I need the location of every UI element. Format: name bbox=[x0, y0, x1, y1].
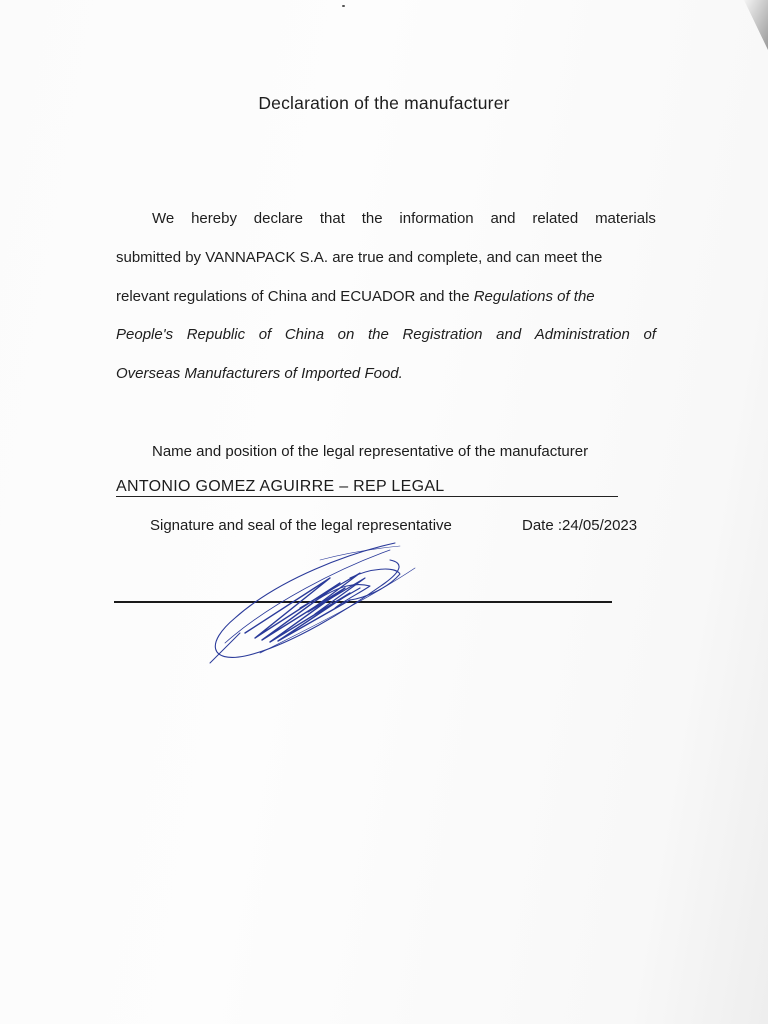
declaration-line-3-plain: relevant regulations of China and ECUADOR and the bbox=[116, 288, 470, 305]
word: the bbox=[367, 326, 389, 343]
word: Republic bbox=[186, 326, 246, 343]
declaration-line-5: Overseas Manufacturers of Imported Food. bbox=[116, 365, 403, 382]
word: People's bbox=[116, 326, 174, 343]
declaration-line-2: submitted by VANNAPACK S.A. are true and complete, and can meet the bbox=[116, 249, 603, 266]
word: Administration bbox=[534, 326, 630, 343]
date-line bbox=[522, 517, 637, 534]
word: the bbox=[361, 210, 383, 227]
word: declare bbox=[253, 210, 303, 227]
word: hereby bbox=[191, 210, 237, 227]
scan-speck bbox=[342, 5, 345, 7]
word: of bbox=[258, 326, 272, 343]
word: and bbox=[496, 326, 522, 343]
representative-label: Name and position of the legal representative of the manufacturer bbox=[152, 443, 589, 460]
regulations-title-start: Regulations of the bbox=[473, 288, 595, 305]
representative-underline bbox=[116, 496, 618, 497]
date-label: Date : bbox=[522, 517, 563, 534]
word: that bbox=[319, 210, 345, 227]
document-title: Declaration of the manufacturer bbox=[258, 93, 510, 113]
declaration-line-4 bbox=[116, 326, 656, 343]
representative-name: ANTONIO GOMEZ AGUIRRE – REP LEGAL bbox=[116, 478, 445, 495]
word: China bbox=[284, 326, 325, 343]
word: of bbox=[643, 326, 656, 343]
signature-label: Signature and seal of the legal representative bbox=[150, 517, 452, 534]
word: information bbox=[399, 210, 474, 227]
handwritten-signature bbox=[200, 538, 430, 668]
word: Registration bbox=[402, 326, 483, 343]
page-corner-shadow bbox=[738, 0, 768, 50]
declaration-line-1 bbox=[116, 210, 656, 227]
date-value: 24/05/2023 bbox=[562, 517, 638, 534]
word: materials bbox=[595, 210, 656, 227]
word: on bbox=[337, 326, 355, 343]
declaration-line-3 bbox=[116, 288, 656, 305]
word: related bbox=[532, 210, 579, 227]
word: and bbox=[490, 210, 516, 227]
word: We bbox=[152, 210, 175, 227]
